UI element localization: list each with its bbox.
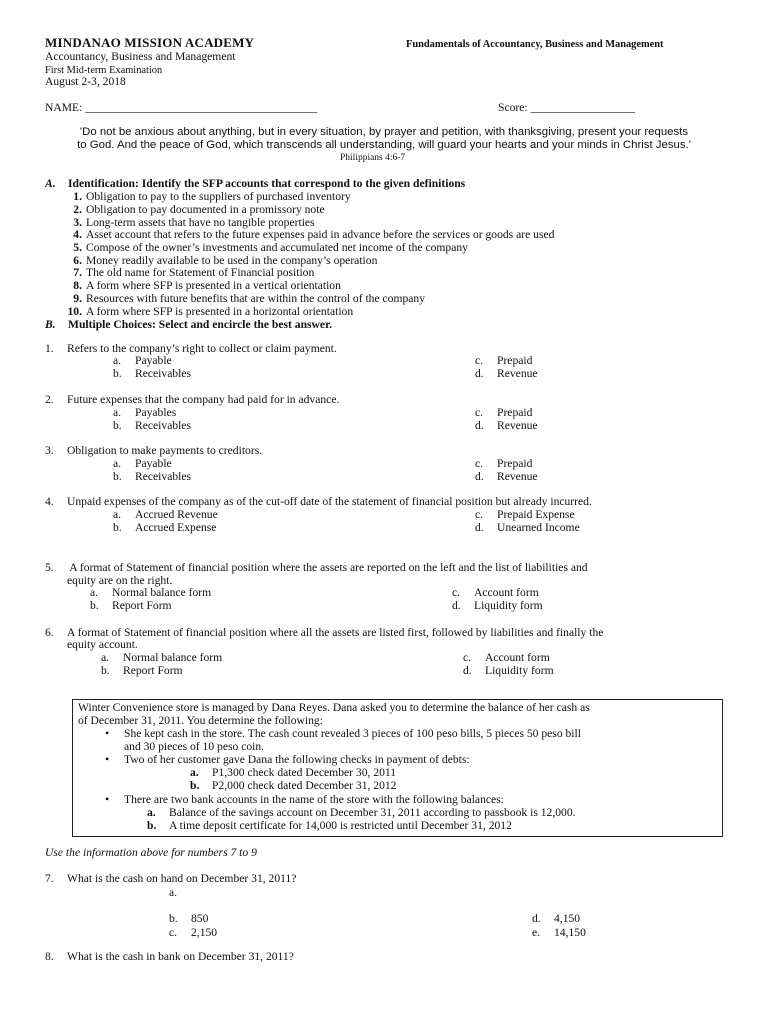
mc-option-c[interactable]: c. Account form: [452, 586, 539, 599]
q7-option-e[interactable]: e. 14,150: [532, 926, 586, 939]
case-check-2: b. P2,000 check dated December 31, 2012: [190, 779, 397, 792]
mc-question-cont: equity account.: [67, 638, 138, 651]
mc-option-c[interactable]: c. Prepaid Expense: [475, 508, 575, 521]
mc-option-c[interactable]: c. Prepaid: [475, 406, 533, 419]
part-b-title: Multiple Choices: Select and encircle the best answer.: [68, 318, 333, 331]
mc-option-d[interactable]: d. Revenue: [475, 419, 538, 432]
mc-option-b[interactable]: b. Report Form: [90, 599, 172, 612]
verse-line-2: to God. And the peace of God, which transcends all understanding, will guard your hearts and your minds in Christ Jesus.': [77, 139, 691, 151]
id-item: 2. Obligation to pay documented in a promissory note: [73, 203, 325, 216]
q7-option-a[interactable]: a.: [169, 886, 178, 899]
mc-option-a[interactable]: a. Payables: [113, 406, 177, 419]
exam-title: First Mid-term Examination: [45, 65, 163, 76]
mc-question: 2. Future expenses that the company had paid for in advance.: [45, 393, 340, 406]
part-a-title: Identification: Identify the SFP accounts that correspond to the given definitions: [68, 177, 466, 190]
mc-option-c[interactable]: c. Account form: [463, 651, 550, 664]
mc-question: 6. A format of Statement of financial position where all the assets are listed first, followed by liabilities and finally the: [45, 626, 604, 639]
mc-question: 1. Refers to the company’s right to collect or claim payment.: [45, 342, 337, 355]
part-a-letter: A.: [45, 177, 56, 190]
case-check-1: a. P1,300 check dated December 30, 2011: [190, 766, 397, 779]
mc-option-a[interactable]: a. Payable: [113, 354, 172, 367]
id-item: 3. Long-term assets that have no tangible properties: [73, 216, 315, 229]
case-bank-1: a. Balance of the savings account on December 31, 2011 according to passbook is 12,000.: [147, 806, 576, 819]
part-b-letter: B.: [45, 318, 56, 331]
mc-option-a[interactable]: a. Accrued Revenue: [113, 508, 218, 521]
q7-option-c[interactable]: c. 2,150: [169, 926, 218, 939]
id-item: 8. A form where SFP is presented in a vertical orientation: [73, 279, 341, 292]
case-bullet-1: • She kept cash in the store. The cash count revealed 3 pieces of 100 peso bills, 5 pieces 50 peso bill: [124, 727, 581, 740]
id-item: 7. The old name for Statement of Financial position: [73, 266, 315, 279]
mc-option-b[interactable]: b. Receivables: [113, 367, 192, 380]
id-item: 4. Asset account that refers to the future expenses paid in advance before the services or goods are used: [73, 228, 555, 241]
mc-option-d[interactable]: d. Unearned Income: [475, 521, 580, 534]
verse-reference: Philippians 4:6-7: [340, 153, 406, 163]
mc-option-a[interactable]: a. Normal balance form: [90, 586, 212, 599]
mc-option-b[interactable]: b. Report Form: [101, 664, 183, 677]
q7-option-d[interactable]: d. 4,150: [532, 912, 581, 925]
mc-option-d[interactable]: d. Liquidity form: [463, 664, 554, 677]
case-intro-2: of December 31, 2011. You determine the following:: [78, 714, 323, 727]
score-field[interactable]: Score: __________________: [498, 101, 635, 114]
school-name: MINDANAO MISSION ACADEMY: [45, 35, 255, 50]
mc-option-b[interactable]: b. Accrued Expense: [113, 521, 217, 534]
mc-option-d[interactable]: d. Liquidity form: [452, 599, 543, 612]
mc-question-cont: equity are on the right.: [67, 574, 173, 587]
exam-date: August 2-3, 2018: [45, 75, 126, 88]
mc-question: 4. Unpaid expenses of the company as of the cut-off date of the statement of financial position but already incurred.: [45, 495, 592, 508]
id-item: 6. Money readily available to be used in the company’s operation: [73, 254, 378, 267]
name-field[interactable]: NAME: ________________________________________: [45, 101, 318, 114]
q8-question: 8. What is the cash in bank on December 31, 2011?: [45, 950, 294, 963]
id-item: 10. A form where SFP is presented in a horizontal orientation: [67, 305, 354, 318]
case-bullet-3: • There are two bank accounts in the name of the store with the following balances:: [124, 793, 504, 806]
case-bullet-1-cont: and 30 pieces of 10 peso coin.: [124, 740, 265, 753]
verse-line-1: 'Do not be anxious about anything, but in every situation, by prayer and petition, with thanksgiving, present your requests: [79, 126, 689, 138]
use-info-note: Use the information above for numbers 7 to 9: [45, 846, 257, 859]
case-bank-2: b. A time deposit certificate for 14,000 is restricted until December 31, 2012: [147, 819, 512, 832]
q7-option-b[interactable]: b. 850: [169, 912, 209, 925]
mc-option-b[interactable]: b. Receivables: [113, 419, 192, 432]
mc-option-a[interactable]: a. Payable: [113, 457, 172, 470]
mc-option-a[interactable]: a. Normal balance form: [101, 651, 223, 664]
mc-option-c[interactable]: c. Prepaid: [475, 354, 533, 367]
id-item: 9. Resources with future benefits that are within the control of the company: [73, 292, 426, 305]
id-item: 1. Obligation to pay to the suppliers of purchased inventory: [73, 190, 351, 203]
course-title: Fundamentals of Accountancy, Business and Management: [406, 39, 664, 50]
mc-option-d[interactable]: d. Revenue: [475, 367, 538, 380]
mc-option-b[interactable]: b. Receivables: [113, 470, 192, 483]
id-item: 5. Compose of the owner’s investments and accumulated net income of the company: [73, 241, 468, 254]
mc-option-d[interactable]: d. Revenue: [475, 470, 538, 483]
case-intro-1: Winter Convenience store is managed by Dana Reyes. Dana asked you to determine the balance of her cash as: [78, 701, 590, 714]
q7-question: 7. What is the cash on hand on December 31, 2011?: [45, 872, 297, 885]
mc-question: 5. A format of Statement of financial position where the assets are reported on the left and the list of liabilities and: [45, 561, 588, 574]
mc-question: 3. Obligation to make payments to creditors.: [45, 444, 263, 457]
strand-name: Accountancy, Business and Management: [45, 50, 236, 63]
case-bullet-2: • Two of her customer gave Dana the following checks in payment of debts:: [124, 753, 470, 766]
mc-option-c[interactable]: c. Prepaid: [475, 457, 533, 470]
